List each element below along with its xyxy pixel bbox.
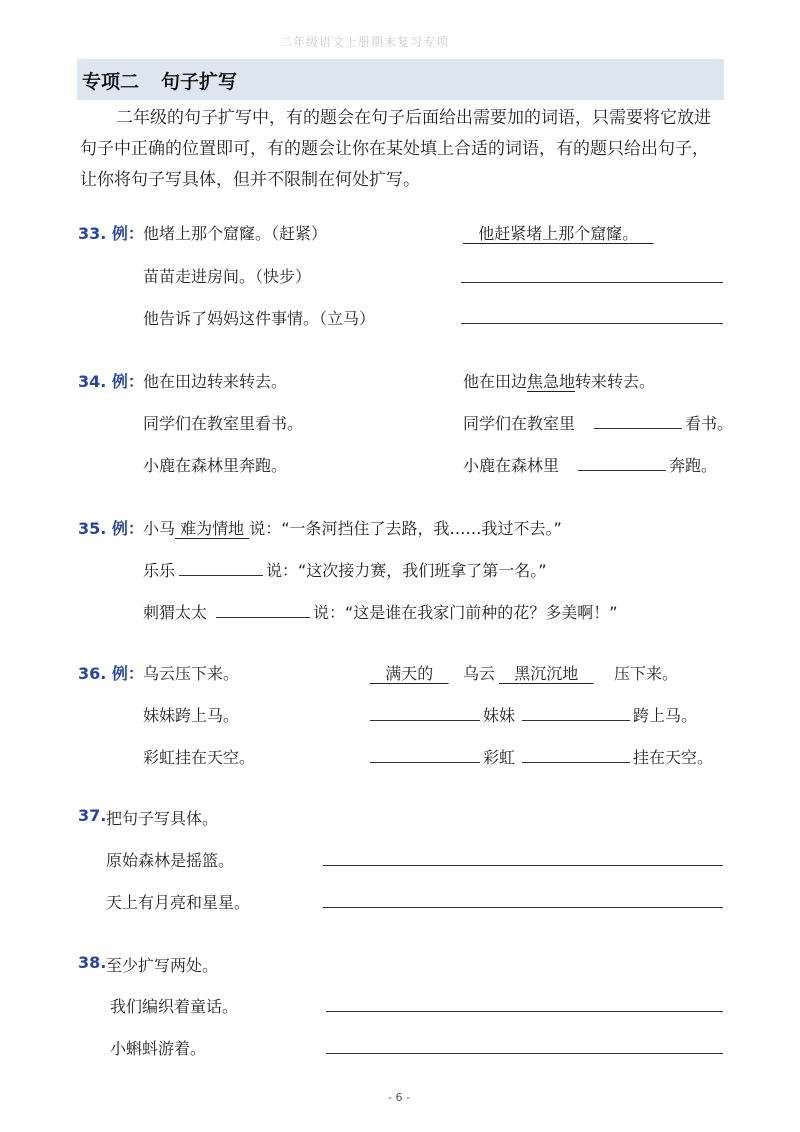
q37-answer-line-2[interactable] [323, 907, 723, 908]
q36-blank-1a[interactable] [370, 720, 480, 721]
q35-item-1-pre: 乐乐 [143, 561, 176, 580]
q36-example-fill-2: 黑沉沉地 [514, 664, 579, 683]
q35-item-1-post: 说：“这次接力赛，我们班拿了第一名。” [266, 561, 547, 580]
q33-example-answer: 他赶紧堵上那个窟窿。 [478, 224, 639, 243]
q33-answer-line-2[interactable] [461, 323, 723, 324]
q34-item-2: 小鹿在森林里奔跑。 [143, 456, 288, 475]
intro-paragraph [80, 103, 725, 196]
q36-example-mid: 乌云 [463, 664, 496, 683]
page-number: - 6 - [388, 1091, 410, 1104]
q33-item-2: 他告诉了妈妈这件事情。（立马） [143, 309, 376, 328]
question-36-number: 36. 例： [78, 664, 144, 683]
section-label: 专项二 [82, 71, 140, 93]
q36-example-end: 压下来。 [614, 664, 679, 683]
question-37-number: 37. [78, 806, 107, 825]
q35-item-2-post: 说：“这是谁在我家门前种的花？多美啊！” [313, 603, 618, 622]
question-38-number: 38. [78, 953, 107, 972]
q36-item-1: 妹妹跨上马。 [143, 706, 240, 725]
q36-blank-1b[interactable] [522, 720, 630, 721]
q37-answer-line-1[interactable] [323, 865, 723, 866]
q36-example: 乌云压下来。 [143, 664, 240, 683]
q36-item-2-end: 挂在天空。 [633, 748, 714, 767]
page-header-faint: 二年级语文上册期末复习专项 [280, 35, 450, 47]
q34-item-1: 同学们在教室里看书。 [143, 414, 304, 433]
q34-item-1-pre: 同学们在教室里 [463, 414, 576, 433]
q33-item-1: 苗苗走进房间。（快步） [143, 267, 312, 286]
q36-blank-2b[interactable] [522, 762, 630, 763]
intro-text: 二年级的句子扩写中，有的题会在句子后面给出需要加的词语，只需要将它放进句子中正确的位置即可，有的题会让你在某处填上合适的词语，有的题只给出句子，让你将句子写具体，但并不限制在何处扩写。 [80, 108, 711, 190]
q36-item-1-end: 跨上马。 [633, 706, 698, 725]
q33-example: 他堵上那个窟窿。（赶紧） [143, 224, 328, 243]
q36-blank-2a[interactable] [370, 762, 480, 763]
q38-prompt: 至少扩写两处。 [106, 956, 219, 975]
section-name: 句子扩写 [161, 71, 238, 93]
q35-blank-1[interactable] [179, 575, 263, 576]
question-35-number: 35. 例： [78, 519, 144, 538]
q34-example-answer: 他在田边焦急地转来转去。 [463, 372, 656, 391]
question-34-number: 34. 例： [78, 372, 144, 391]
q35-blank-2[interactable] [216, 617, 310, 618]
q34-item-2-post: 奔跑。 [669, 456, 718, 475]
q36-example-fill-1: 满天的 [385, 664, 434, 683]
q34-blank-1[interactable] [594, 428, 682, 429]
q34-item-1-post: 看书。 [685, 414, 734, 433]
q35-example: 小马 难为情地 说：“一条河挡住了去路，我……我过不去。” [143, 519, 562, 538]
q37-prompt: 把句子写具体。 [106, 809, 219, 828]
q35-item-2-pre: 刺猬太太 [143, 603, 208, 622]
q38-answer-line-2[interactable] [326, 1053, 723, 1054]
question-33-number: 33. 例： [78, 224, 144, 243]
q36-item-2: 彩虹挂在天空。 [143, 748, 256, 767]
q34-example: 他在田边转来转去。 [143, 372, 288, 391]
section-title [82, 67, 237, 94]
q38-answer-line-1[interactable] [326, 1011, 723, 1012]
q36-item-2-mid: 彩虹 [483, 748, 516, 767]
q34-item-2-pre: 小鹿在森林里 [463, 456, 560, 475]
q33-answer-line-1[interactable] [461, 282, 723, 283]
q37-item-2: 天上有月亮和星星。 [106, 893, 251, 912]
q38-item-1: 我们编织着童话。 [110, 997, 239, 1016]
q37-item-1: 原始森林是摇篮。 [106, 851, 235, 870]
q38-item-2: 小蝌蚪游着。 [110, 1039, 207, 1058]
q36-item-1-mid: 妹妹 [483, 706, 516, 725]
q34-blank-2[interactable] [578, 470, 666, 471]
